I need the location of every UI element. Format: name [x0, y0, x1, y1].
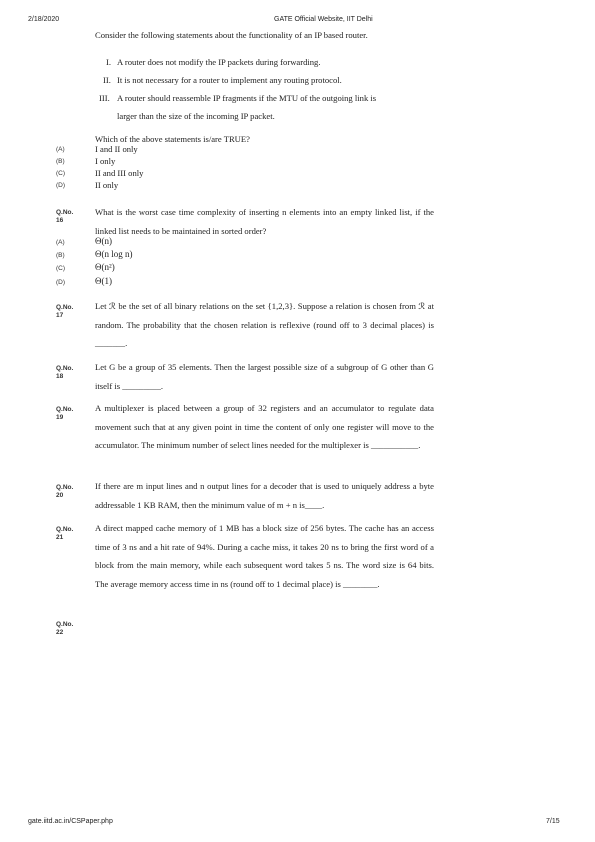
question-number: Q.No. 18 — [56, 365, 74, 380]
question-text: A direct mapped cache memory of 1 MB has a block size of 256 bytes. The cache has an access time of 3 ns and a hit rate of 94%. During a cache miss, it takes 20 ns to bring the first word of a block from the main memory, while each subsequent word takes 5 ns. The word size is 64 bits. The average memory access time in ns (round off to 1 decimal place) is ________. — [95, 523, 434, 589]
footer-url: gate.iitd.ac.in/CSPaper.php — [28, 818, 113, 825]
q15-statement-num: III. — [99, 93, 110, 103]
q15-intro: Consider the following statements about the functionality of an IP based router. — [95, 30, 368, 40]
q15-statement-text: It is not necessary for a router to implement any routing protocol. — [117, 75, 342, 85]
question-text: What is the worst case time complexity of inserting n elements into an empty linked list, if the linked list needs to be maintained in sorted order? — [95, 207, 434, 236]
q15-statement-num: I. — [106, 57, 112, 67]
q15-statement-text: larger than the size of the incoming IP packet. — [117, 111, 275, 121]
q15-statement-num: II. — [103, 75, 111, 85]
option-text: II and III only — [95, 168, 144, 178]
question-number: Q.No. 16 — [56, 209, 74, 224]
page-number: 7/15 — [546, 818, 560, 825]
option-label: (D) — [56, 279, 66, 286]
question-text: Let G be a group of 35 elements. Then the largest possible size of a subgroup of G other than G itself is _________. — [95, 362, 434, 391]
option-text: Θ(n²) — [95, 262, 115, 272]
option-text: I only — [95, 156, 116, 166]
option-text: I and II only — [95, 144, 138, 154]
option-text: Θ(n log n) — [95, 249, 133, 259]
question-text: A multiplexer is placed between a group of 32 registers and an accumulator to regulate data movement such that at any given point in time the content of only one register will move to the accumulator. The minimum number of select lines needed for the multiplexer is ___________. — [95, 403, 434, 451]
question-number: Q.No. 17 — [56, 304, 74, 319]
option-label: (C) — [56, 265, 66, 272]
option-text: Θ(1) — [95, 276, 112, 286]
q15-statement-text: A router does not modify the IP packets during forwarding. — [117, 57, 321, 67]
option-label: (B) — [56, 158, 65, 165]
q15-question: Which of the above statements is/are TRUE? — [95, 134, 250, 144]
question-number: Q.No. 20 — [56, 484, 74, 499]
option-label: (A) — [56, 239, 65, 246]
question-number: Q.No. 19 — [56, 406, 74, 421]
q15-statement-text: A router should reassemble IP fragments if the MTU of the outgoing link is — [117, 93, 377, 103]
question-number: Q.No. 21 — [56, 526, 74, 541]
option-label: (D) — [56, 182, 66, 189]
question-text: Let ℛ be the set of all binary relations on the set {1,2,3}. Suppose a relation is chosen from ℛ at random. The probability that the chosen relation is reflexive (round off to 3 decimal places) is _______. — [95, 301, 434, 349]
question-number: Q.No. 22 — [56, 621, 74, 636]
print-date: 2/18/2020 — [28, 16, 60, 23]
question-text: If there are m input lines and n output lines for a decoder that is used to uniquely address a byte addressable 1 KB RAM, then the minimum value of m + n is____. — [95, 481, 434, 510]
option-label: (B) — [56, 252, 65, 259]
option-label: (A) — [56, 146, 65, 153]
option-label: (C) — [56, 170, 66, 177]
site-title: GATE Official Website, IIT Delhi — [274, 16, 373, 23]
option-text: Θ(n) — [95, 236, 112, 246]
option-text: II only — [95, 180, 119, 190]
